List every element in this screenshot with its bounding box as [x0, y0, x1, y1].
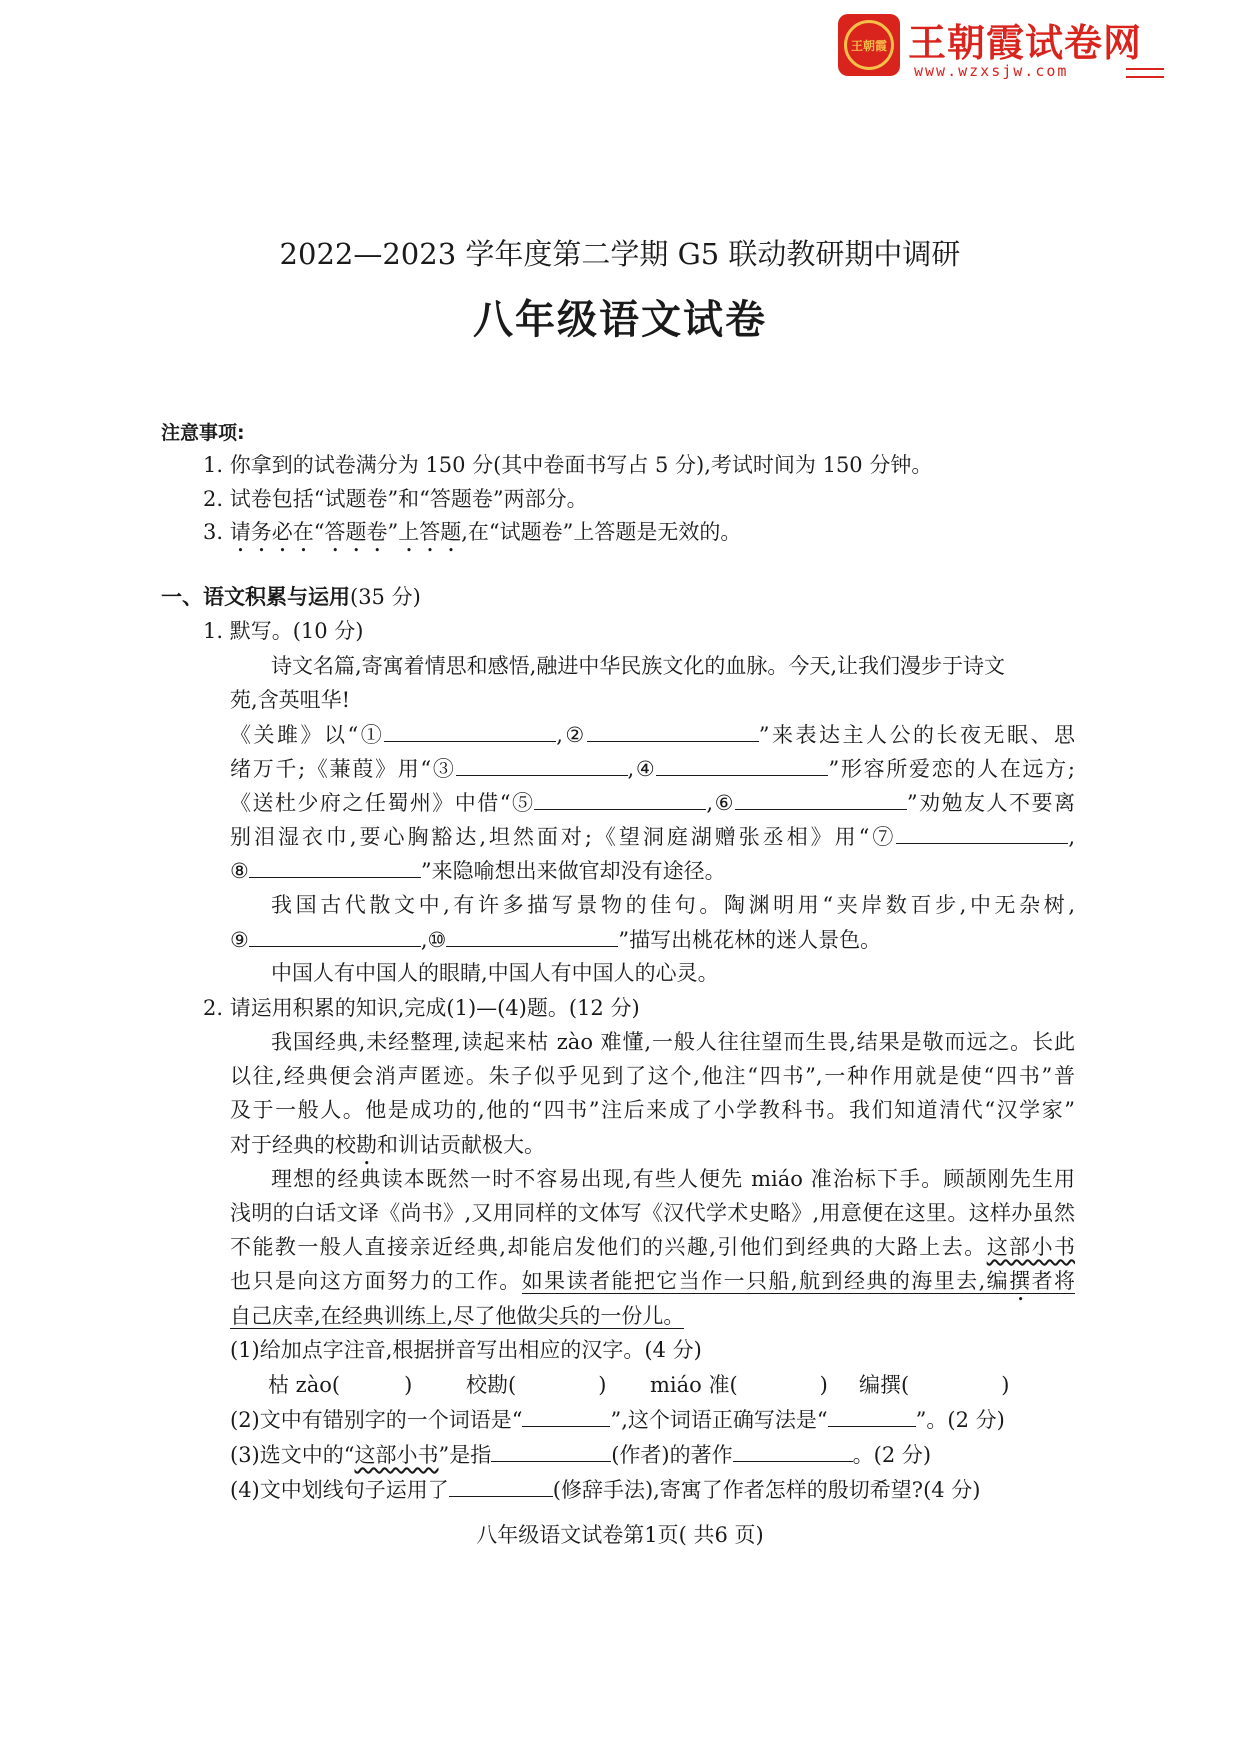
q2-passage-line: 不能教一般人直接亲近经典,却能启发他们的兴趣,引他们到经典的大路上去。这部小书: [230, 1235, 1076, 1259]
site-logo: [838, 12, 1158, 80]
answer-blank-9[interactable]: [249, 924, 421, 947]
q2-passage-line: 以往,经典便会消声匿迹。朱子似乎见到了这个,他注“四书”,一种作用就是使“四书”普: [230, 1064, 1075, 1088]
exam-subtitle: 八年级语文试卷: [473, 297, 767, 343]
answer-blank-6[interactable]: [735, 787, 907, 810]
q2-label: 2. 请运用积累的知识,完成(1)—(4)题。(12 分): [203, 996, 640, 1020]
q2-passage-line: 对于经典的校勘和训诂贡献极大。: [230, 1133, 545, 1157]
notice-heading: 注意事项:: [161, 422, 245, 444]
q2-sub3: (3)选文中的“这部小书”是指 (作者)的著作 。(2 分): [230, 1439, 931, 1470]
answer-blank-7[interactable]: [896, 821, 1068, 844]
q2-passage-line: 理想的经典读本既然一时不容易出现,有些人便先 miáo 准治标下手。顾颉刚先生用: [271, 1167, 1075, 1191]
q2-passage-line: 也只是向这方面努力的工作。如果读者能把它当作一只船,航到经典的海里去,编撰者将: [230, 1269, 1076, 1293]
logo-badge-text: 王朝霞: [844, 20, 894, 70]
q2-sub1-item: 校勘( ): [466, 1373, 607, 1397]
q1-fill-line-3: 《送杜少府之任蜀州》中借“⑤ ,⑥ ”劝勉友人不要离: [230, 787, 1075, 818]
q2-sub1-item: 枯 zào( ): [268, 1373, 413, 1397]
q2-passage-line: 浅明的白话文译《尚书》,又用同样的文体写《汉代学术史略》,用意便在这里。这样办虽然: [230, 1201, 1075, 1225]
q1-fill-line-6: ⑨ ,⑩ ”描写出桃花林的迷人景色。: [230, 924, 881, 955]
wavy-underlined-phrase: 这部小书: [986, 1235, 1076, 1259]
answer-blank-2[interactable]: [587, 719, 759, 742]
q1-paragraph-line: 诗文名篇,寄寓着情思和感悟,融进中华民族文化的血脉。今天,让我们漫步于诗文: [271, 654, 1006, 678]
answer-blank[interactable]: [449, 1474, 553, 1497]
answer-blank-4[interactable]: [656, 753, 828, 776]
answer-blank[interactable]: [491, 1439, 611, 1462]
q2-sub1: (1)给加点字注音,根据拼音写出相应的汉字。(4 分): [230, 1338, 702, 1362]
notice-item-2: 2. 试卷包括“试题卷”和“答题卷”两部分。: [203, 487, 588, 511]
q2-sub4: (4)文中划线句子运用了 (修辞手法),寄寓了作者怎样的殷切希望?(4 分): [230, 1474, 981, 1505]
q1-fill-line-1: 《关雎》以“① ,② ”来表达主人公的长夜无眠、思: [230, 719, 1075, 750]
notice-item-1: 1. 你拿到的试卷满分为 150 分(其中卷面书写占 5 分),考试时间为 150 分钟。: [203, 453, 933, 477]
logo-wave-icon: [1126, 68, 1164, 78]
logo-url: www.wzxsjw.com: [914, 62, 1069, 80]
answer-blank-5[interactable]: [534, 787, 706, 810]
q2-sub1-item: 编撰( ): [859, 1373, 1010, 1397]
q1-fill-line-5: ⑧ ”来隐喻想出来做官却没有途径。: [230, 855, 726, 886]
notice-item-3: 3. 请务必在“答题卷”上答题,在“试题卷”上答题是无效的。: [203, 520, 742, 544]
q1-label: 1. 默写。(10 分): [203, 619, 364, 643]
page-footer: 八年级语文试卷第1页( 共6 页): [476, 1523, 764, 1547]
answer-blank[interactable]: [828, 1404, 916, 1427]
logo-badge-icon: [838, 14, 900, 76]
q1-paragraph-line: 我国古代散文中,有许多描写景物的佳句。陶渊明用“夹岸数百步,中无杂树,: [271, 893, 1075, 917]
answer-blank-1[interactable]: [384, 719, 556, 742]
exam-title: 2022—2023 学年度第二学期 G5 联动教研期中调研: [279, 237, 961, 271]
section-heading: 一、语文积累与运用(35 分): [161, 585, 421, 609]
answer-blank[interactable]: [522, 1404, 610, 1427]
logo-name: 王朝霞试卷网: [908, 21, 1143, 65]
q2-passage-line: 及于一般人。他是成功的,他的“四书”注后来成了小学教科书。我们知道清代“汉学家”: [230, 1098, 1075, 1122]
q1-paragraph-line: 中国人有中国人的眼睛,中国人有中国人的心灵。: [271, 961, 719, 985]
answer-blank-3[interactable]: [456, 753, 628, 776]
answer-blank-10[interactable]: [446, 924, 618, 947]
q2-sub1-item: miáo 准( ): [650, 1373, 828, 1397]
q2-passage-line: 我国经典,未经整理,读起来枯 zào 难懂,一般人往往望而生畏,结果是敬而远之。长此: [271, 1030, 1075, 1054]
q2-passage-line: 自己庆幸,在经典训练上,尽了他做尖兵的一份儿。: [230, 1304, 685, 1328]
answer-blank-8[interactable]: [249, 855, 421, 878]
answer-blank[interactable]: [733, 1439, 853, 1462]
q2-sub2: (2)文中有错别字的一个词语是“ ”,这个词语正确写法是“ ”。(2 分): [230, 1404, 1005, 1435]
q1-fill-line-2: 绪万千;《蒹葭》用“③ ,④ ”形容所爱恋的人在远方;: [230, 753, 1075, 784]
q1-fill-line-4: 别泪湿衣巾,要心胸豁达,坦然面对;《望洞庭湖赠张丞相》用“⑦ ,: [230, 821, 1075, 852]
q1-paragraph-line: 苑,含英咀华!: [230, 688, 351, 712]
